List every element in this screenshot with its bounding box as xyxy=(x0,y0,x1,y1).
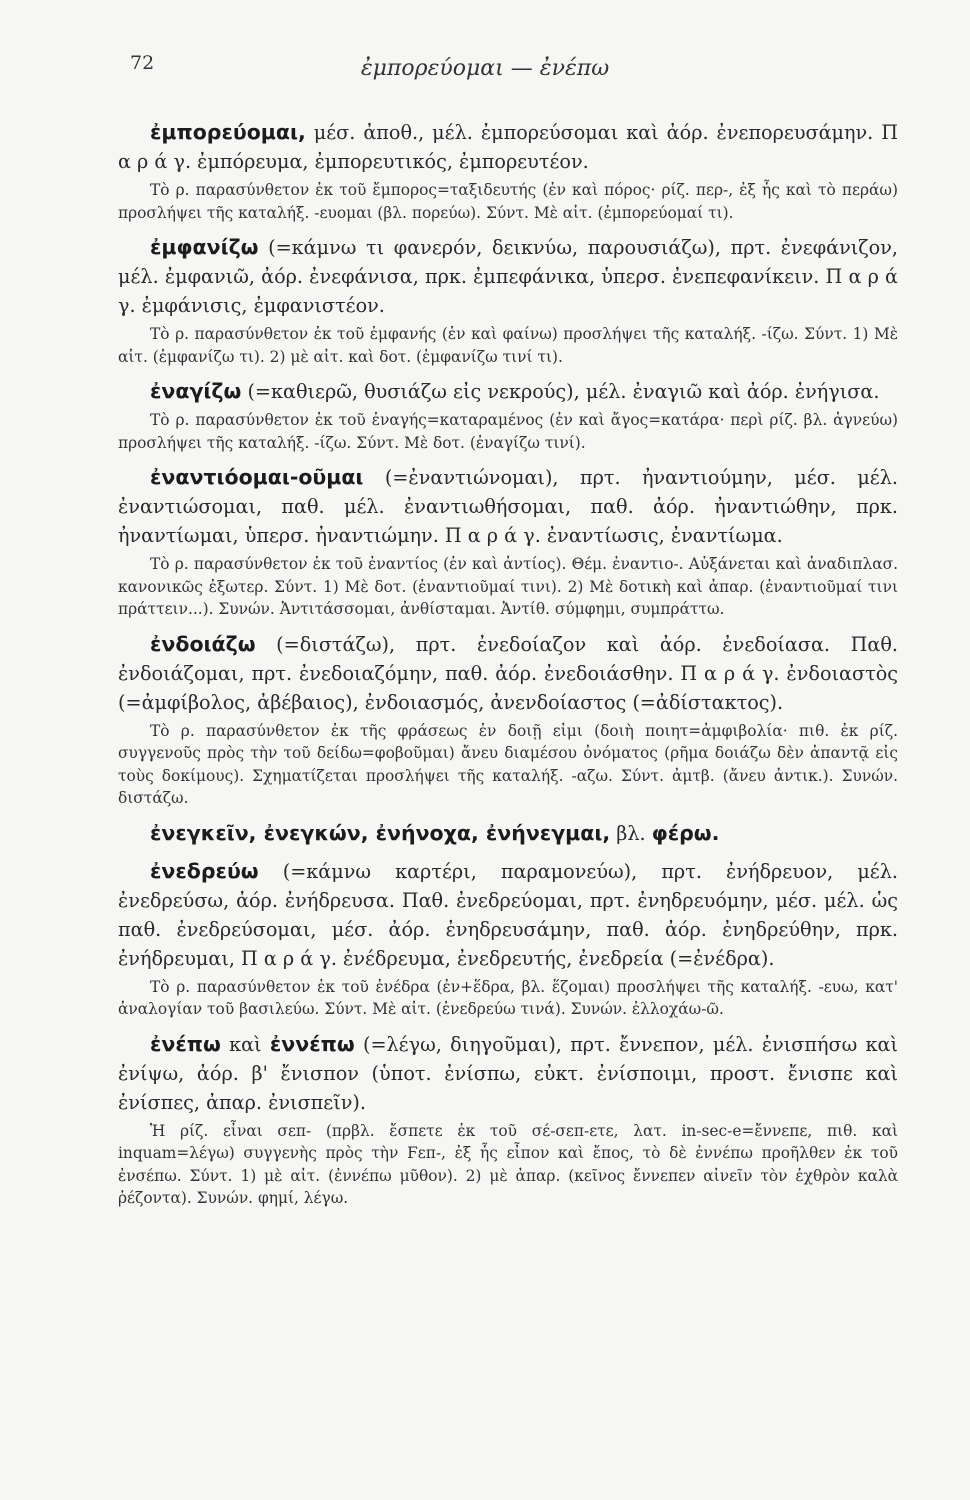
entry-definition: (=λέγω, διηγοῦμαι), πρτ. ἔννεπον, μέλ. ἐνισπήσω καὶ ἐνίψω, ἀόρ. β' ἔνισπον (ὑποτ. ἐνίσπω, εὐκτ. ἐνίσποιμι, προστ. ἔνισπε καὶ ἐνίσπες, ἀπαρ. ἐνισπεῖν). xyxy=(118,1032,899,1114)
entry-etymology-note: Τὸ ρ. παρασύνθετον ἐκ τοῦ ἐνέδρα (ἐν+ἕδρα, βλ. ἕζομαι) προσλήψει τῆς καταλήξ. -ευω, κατ' ἀναλογίαν τοῦ βασιλεύω. Σύντ. Μὲ αἰτ. (ἐνεδρεύω τινά). Συνών. ἐλλοχάω-ῶ. xyxy=(118,977,898,1018)
running-head: ἐμπορεύομαι — ἐνέπω xyxy=(360,56,610,81)
entry-emporeuomai xyxy=(118,118,898,224)
entry-definition: (=καθιερῶ, θυσιάζω εἰς νεκρούς), μέλ. ἐναγιῶ καὶ ἀόρ. ἐνήγισα. xyxy=(241,380,880,403)
entry-main xyxy=(118,377,898,406)
entry-enagizo xyxy=(118,377,898,454)
entry-main xyxy=(118,118,898,176)
entry-headword: ἐμφανίζω xyxy=(150,235,259,259)
entries-column xyxy=(118,118,898,1219)
entry-etymology-note: Τὸ ρ. παρασύνθετον ἐκ τῆς φράσεως ἐν δοιῇ εἰμι (δοιὴ ποιητ=ἀμφιβολία· πιθ. ἐκ ρίζ. συγγενοῦς πρὸς τὴν τοῦ δείδω=φοβοῦμαι) ἄνευ διαμέσου ὀνόματος (ρῆμα δοιάζω δὲν ἀπαντᾷ εἰς τοὺς δοκίμους). Σχηματίζεται προσλήψει τῆς καταλήξ. -αζω. Σύντ. ἀμτβ. (ἄνευ ἀντικ.). Συνών. διστάζω. xyxy=(118,721,898,807)
entry-etymology-note: Τὸ ρ. παρασύνθετον ἐκ τοῦ ἐναγής=καταραμένος (ἐν καὶ ἄγος=κατάρα· περὶ ρίζ. βλ. ἁγνεύω) προσλήψει τῆς καταλήξ. -ίζω. Σύντ. Μὲ δοτ. (ἐναγίζω τινί). xyxy=(118,411,898,452)
entry-emfanizo xyxy=(118,233,898,368)
entry-definition: βλ. xyxy=(610,821,652,845)
entry-headword: ἐνεγκεῖν, ἐνεγκών, ἐνήνοχα, ἐνήνεγμαι, xyxy=(150,820,611,845)
entry-headword: ἐμπορεύομαι, xyxy=(150,120,306,144)
entry-enedreuo xyxy=(118,857,898,1021)
entry-headword: ἐνδοιάζω xyxy=(150,631,256,656)
entry-cross-reference: φέρω. xyxy=(651,820,720,845)
entry-definition: (=κάμνω καρτέρι, παραμονεύω), πρτ. ἐνήδρευον, μέλ. ἐνεδρεύσω, ἀόρ. ἐνήδρευσα. Παθ. ἐνεδρεύομαι, πρτ. ἐνηδρευόμην, μέσ. μέλ. ὡς παθ. ἐνεδρεύσομαι, μέσ. ἀόρ. ἐνηδρευσάμην, παθ. ἀόρ. ἐνηδρεύθην, πρκ. ἐνήδρευμαι, Π α ρ ά γ. ἐνέδρευμα, ἐνεδρευτής, ἐνεδρεία (=ἐνέδρα). xyxy=(118,859,898,970)
entry-main xyxy=(118,857,898,973)
entry-definition: μέσ. ἀποθ., μέλ. ἐμπορεύσομαι καὶ ἀόρ. ἐνεπορευσάμην. Π α ρ ά γ. ἐμπόρευμα, ἐμπορευτικός, ἐμπορευτέον. xyxy=(118,121,898,173)
entry-connector: καὶ xyxy=(220,1032,270,1056)
entry-etymology-note: Τὸ ρ. παρασύνθετον ἐκ τοῦ ἐναντίος (ἐν καὶ ἀντίος). Θέμ. ἐναντιο-. Αὐξάνεται καὶ ἀναδιπλασ. κανονικῶς ἐξωτερ. Σύντ. 1) Μὲ δοτ. (ἐναντιοῦμαί τινι). 2) Μὲ δοτικὴ καὶ ἀπαρ. (ἐναντιοῦμαί τινι πράττειν...). Συνών. Ἀντιτάσσομαι, ἀνθίσταμαι. Ἀντίθ. σύμφημι, συμπράττω. xyxy=(118,555,898,618)
page-number: 72 xyxy=(130,52,155,74)
entry-main xyxy=(118,463,898,550)
entry-headword: ἐνέπω xyxy=(150,1031,221,1056)
entry-enantioomai xyxy=(118,463,898,621)
entry-enepo xyxy=(118,1030,898,1210)
entry-etymology-note: Ἡ ρίζ. εἶναι σεπ- (πρβλ. ἔσπετε ἐκ τοῦ σέ-σεπ-ετε, λατ. in-sec-e=ἔννεπε, πιθ. καὶ inquam=λέγω) συγγενὴς πρὸς τὴν Ϝεπ-, ἐξ ἧς εἶπον καὶ ἔπος, τὸ δὲ ἐννέπω προῆλθεν ἐκ τοῦ ἐνσέπω. Σύντ. 1) μὲ αἰτ. (ἐννέπω μῦθον). 2) μὲ ἀπαρ. (κεῖνος ἔννεπεν αἰνεῖν τὸν ἐχθρὸν καλὰ ῥέζοντα). Συνών. φημί, λέγω. xyxy=(118,1121,898,1207)
entry-main xyxy=(118,630,898,717)
entry-etymology-note: Τὸ ρ. παρασύνθετον ἐκ τοῦ ἐμφανής (ἐν καὶ φαίνω) προσλήψει τῆς καταλήξ. -ίζω. Σύντ. 1) Μὲ αἰτ. (ἐμφανίζω τι). 2) μὲ αἰτ. καὶ δοτ. (ἐμφανίζω τινί τι). xyxy=(118,325,898,366)
entry-endoiazo xyxy=(118,630,898,810)
entry-enenkein xyxy=(118,819,898,848)
entry-main xyxy=(118,819,898,848)
entry-definition: (=κάμνω τι φανερόν, δεικνύω, παρουσιάζω), πρτ. ἐνεφάνιζον, μέλ. ἐμφανιῶ, ἀόρ. ἐνεφάνισα, πρκ. ἐμπεφάνικα, ὑπερσ. ἐνεπεφανίκειν. Π α ρ ά γ. ἐμφάνισις, ἐμφανιστέον. xyxy=(118,236,898,317)
entry-definition: (=διστάζω), πρτ. ἐνεδοίαζον καὶ ἀόρ. ἐνεδοίασα. Παθ. ἐνδοιάζομαι, πρτ. ἐνεδοιαζόμην, παθ. ἀόρ. ἐνεδοιάσθην. Π α ρ ά γ. ἐνδοιαστὸς (=ἀμφίβολος, ἀβέβαιος), ἐνδοιασμός, ἀνενδοίαστος (=ἀδίστακτος). xyxy=(118,632,898,714)
entry-main xyxy=(118,233,898,320)
entry-headword: ἐναντιόομαι-οῦμαι xyxy=(150,465,364,489)
entry-definition: (=ἐναντιώνομαι), πρτ. ἠναντιούμην, μέσ. μέλ. ἐναντιώσομαι, παθ. μέλ. ἐναντιωθήσομαι, παθ. ἀόρ. ἠναντιώθην, πρκ. ἠναντίωμαι, ὑπερσ. ἠναντιώμην. Π α ρ ά γ. ἐναντίωσις, ἐναντίωμα. xyxy=(118,466,898,547)
entry-headword: ἐνεδρεύω xyxy=(150,858,259,883)
entry-main xyxy=(118,1030,898,1117)
entry-headword-variant: ἐννέπω xyxy=(269,1031,355,1056)
entry-etymology-note: Τὸ ρ. παρασύνθετον ἐκ τοῦ ἔμπορος=ταξιδευτής (ἐν καὶ πόρος· ρίζ. περ-, ἐξ ἧς καὶ τὸ περάω) προσλήψει τῆς καταλήξ. -ευομαι (βλ. πορεύω). Σύντ. Μὲ αἰτ. (ἐμπορεύομαί τι). xyxy=(118,181,898,222)
entry-headword: ἐναγίζω xyxy=(150,379,242,403)
